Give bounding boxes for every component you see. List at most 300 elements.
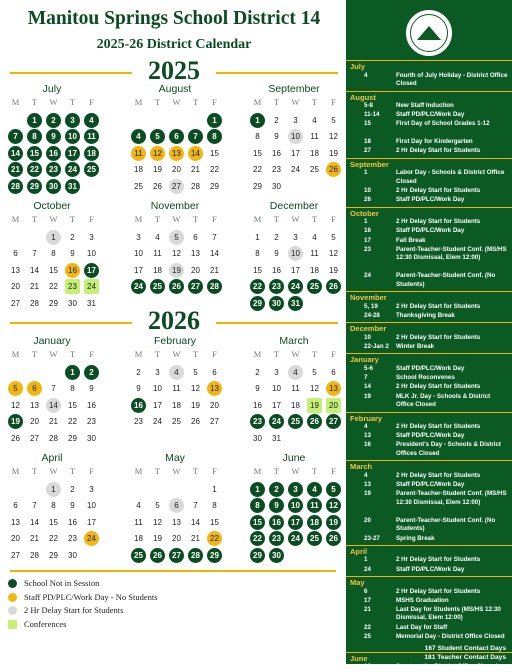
- event-description: New Staff Induction: [396, 102, 454, 109]
- event-month-heading: October: [350, 208, 379, 218]
- calendar-day: 13: [30, 400, 39, 410]
- month-name: October: [33, 200, 71, 212]
- calendar-day: 13: [207, 381, 222, 396]
- calendar-day: 9: [255, 384, 260, 394]
- calendar-day: 5: [331, 233, 336, 242]
- month-separator: [346, 91, 512, 92]
- calendar-day: 23: [272, 165, 281, 175]
- calendar-day: 30: [46, 179, 61, 194]
- calendar-day: 3: [136, 233, 141, 242]
- calendar-day: 30: [68, 298, 77, 308]
- event-description: 2 Hr Delay Start for Students: [396, 333, 481, 341]
- event-description: Staff PD/PLC/Work Day: [396, 565, 465, 573]
- calendar-day: 5: [8, 381, 23, 396]
- calendar-day: 4: [169, 365, 184, 380]
- calendar-day: 27: [30, 433, 39, 443]
- year-divider-left: [10, 322, 132, 324]
- weekday-label: W: [291, 349, 300, 359]
- calendar-day: 28: [207, 279, 222, 294]
- calendar-day: 31: [65, 179, 80, 194]
- event-description: 2 Hr Delay Start for Students: [396, 587, 481, 595]
- weekday-label: M: [253, 97, 262, 107]
- calendar-day: 2: [70, 485, 75, 494]
- calendar-day: 22: [27, 162, 42, 177]
- calendar-day: 15: [253, 265, 262, 275]
- event-month-heading: February: [350, 413, 383, 423]
- calendar-day: 12: [326, 498, 341, 513]
- month-name: September: [268, 83, 320, 95]
- calendar-day: 3: [155, 368, 160, 377]
- calendar-day: 7: [193, 501, 198, 511]
- calendar-day: 17: [84, 263, 99, 278]
- event-month-heading: March: [350, 462, 373, 472]
- event-description: 2 Hr Delay Start for Students: [396, 423, 481, 430]
- legend-label: 2 Hr Delay Start for Students: [24, 605, 124, 615]
- event-date: 1: [364, 556, 368, 564]
- calendar-day: 3: [293, 233, 298, 242]
- calendar-day: 20: [191, 265, 200, 275]
- event-description: 2 Hr Delay Start for Students: [396, 147, 481, 155]
- weekday-label: M: [134, 349, 143, 359]
- calendar-day: 11: [307, 498, 322, 513]
- weekday-label: T: [154, 97, 161, 107]
- calendar-day: 26: [150, 548, 165, 563]
- calendar-day: 10: [87, 249, 96, 259]
- weekday-label: M: [253, 466, 262, 476]
- calendar-day: 28: [30, 550, 39, 560]
- calendar-day: 8: [212, 501, 217, 511]
- event-description: 2 Hr Delay Start for Students: [396, 383, 481, 391]
- calendar-day: 4: [84, 113, 99, 128]
- calendar-day: 2: [70, 233, 75, 242]
- calendar-day: 17: [291, 148, 300, 158]
- calendar-day: 4: [136, 501, 141, 511]
- calendar-day: 21: [30, 534, 39, 544]
- event-date: 6: [364, 587, 368, 595]
- calendar-day: 24: [131, 279, 146, 294]
- weekday-label: W: [172, 214, 181, 224]
- weekday-label: T: [69, 214, 76, 224]
- calendar-day: 11: [172, 384, 181, 394]
- calendar-day: 24: [288, 279, 303, 294]
- calendar-day: 11: [153, 249, 162, 259]
- event-date: 17: [364, 236, 371, 244]
- calendar-day: 4: [288, 365, 303, 380]
- weekday-label: M: [11, 466, 20, 476]
- calendar-day: 2: [46, 113, 61, 128]
- calendar-day: 23: [134, 417, 143, 427]
- weekday-label: F: [212, 466, 217, 476]
- weekday-label: F: [331, 97, 336, 107]
- event-date: 19: [364, 392, 371, 400]
- event-date: 5, 19: [364, 302, 378, 310]
- calendar-day: 5: [155, 501, 160, 511]
- calendar-day: 30: [269, 548, 284, 563]
- event-description: Staff PD/PLC/Work Day: [396, 227, 465, 235]
- event-date: 5-6: [364, 364, 373, 372]
- calendar-day: 26: [11, 433, 20, 443]
- event-description: Fourth of July Holiday - District Office Closed: [396, 71, 508, 88]
- calendar-day: 8: [207, 129, 222, 144]
- calendar-day: 9: [274, 249, 279, 259]
- month-separator: [346, 545, 512, 546]
- month-name: February: [153, 335, 196, 347]
- contact-days-total: 181 Teacher Contact Days: [424, 654, 506, 661]
- event-date: 7: [364, 374, 368, 382]
- event-month-heading: June: [350, 653, 368, 663]
- calendar-day: 2: [274, 116, 279, 125]
- calendar-day: 18: [310, 148, 319, 158]
- calendar-day: 8: [27, 129, 42, 144]
- calendar-day: 18: [172, 400, 181, 410]
- legend-swatch: [8, 593, 17, 602]
- calendar-day: 11: [134, 517, 143, 527]
- calendar-day: 18: [307, 515, 322, 530]
- month-name: January: [33, 335, 71, 347]
- event-description: 2 Hr Delay Start for Students: [396, 556, 481, 564]
- calendar-day: 10: [288, 129, 303, 144]
- event-date: 4: [364, 423, 368, 430]
- event-date: 4: [364, 71, 368, 79]
- calendar-day: 22: [250, 531, 265, 546]
- weekday-label: F: [212, 214, 217, 224]
- calendar-day: 2: [136, 368, 141, 377]
- event-month-heading: April: [350, 546, 368, 556]
- calendar-day: 28: [191, 181, 200, 191]
- calendar-day: 16: [269, 515, 284, 530]
- event-description: School Reconvenes: [396, 374, 455, 382]
- calendar-day: 8: [51, 501, 56, 511]
- weekday-label: M: [253, 349, 262, 359]
- weekday-label: T: [154, 349, 161, 359]
- calendar-day: 20: [11, 282, 20, 292]
- month-separator: [346, 291, 512, 292]
- weekday-label: T: [31, 349, 38, 359]
- calendar-subtitle: 2025-26 District Calendar: [96, 37, 252, 52]
- calendar-day: 13: [11, 517, 20, 527]
- calendar-day: 21: [210, 265, 219, 275]
- calendar-day: 6: [169, 498, 184, 513]
- event-date: 23-27: [364, 534, 380, 542]
- calendar-day: 30: [87, 433, 96, 443]
- calendar-day: 19: [329, 148, 338, 158]
- calendar-day: 29: [49, 298, 58, 308]
- calendar-day: 25: [131, 548, 146, 563]
- calendar-day: 12: [329, 132, 338, 142]
- calendar-day: 16: [87, 400, 96, 410]
- event-date: 4: [364, 471, 368, 479]
- calendar-day: 28: [49, 433, 58, 443]
- calendar-day: 1: [46, 230, 61, 245]
- calendar-day: 31: [272, 433, 281, 443]
- weekday-label: W: [49, 349, 58, 359]
- calendar-day: 3: [274, 368, 279, 377]
- weekday-label: W: [172, 466, 181, 476]
- calendar-day: 9: [70, 249, 75, 259]
- calendar-day: 28: [8, 179, 23, 194]
- weekday-label: W: [49, 97, 58, 107]
- calendar-day: 19: [8, 414, 23, 429]
- weekday-label: M: [134, 214, 143, 224]
- calendar-day: 7: [51, 384, 56, 394]
- calendar-day: 24: [84, 531, 99, 546]
- calendar-day: 21: [191, 165, 200, 175]
- calendar-day: 19: [326, 515, 341, 530]
- calendar-day: 20: [30, 417, 39, 427]
- calendar-day: 22: [68, 417, 77, 427]
- calendar-day: 16: [272, 148, 281, 158]
- calendar-day: 29: [207, 548, 222, 563]
- calendar-day: 11: [310, 132, 319, 142]
- calendar-day: 15: [210, 517, 219, 527]
- calendar-day: 22: [49, 282, 58, 292]
- legend-divider: [10, 570, 336, 572]
- calendar-day: 25: [172, 417, 181, 427]
- calendar-day: 14: [30, 517, 39, 527]
- event-date: 19: [364, 663, 371, 671]
- event-date: 22: [364, 623, 371, 631]
- calendar-day: 15: [49, 517, 58, 527]
- calendar-day: 2: [269, 482, 284, 497]
- calendar-day: 17: [153, 400, 162, 410]
- calendar-day: 20: [11, 534, 20, 544]
- weekday-label: T: [273, 97, 280, 107]
- calendar-day: 12: [329, 249, 338, 259]
- weekday-label: T: [273, 349, 280, 359]
- calendar-day: 24: [153, 417, 162, 427]
- calendar-day: 23: [250, 414, 265, 429]
- calendar-day: 6: [193, 233, 198, 242]
- calendar-day: 14: [191, 517, 200, 527]
- event-date: 10: [364, 333, 371, 341]
- event-description: Parent-Teacher-Student Conf. (MS/HS 12:30 Dismissal, Elem 12:00): [396, 245, 507, 262]
- calendar-day: 24: [84, 279, 99, 294]
- calendar-day: 6: [169, 129, 184, 144]
- calendar-day: 10: [65, 129, 80, 144]
- legend-swatch: [8, 620, 17, 629]
- calendar-day: 5: [193, 368, 198, 377]
- calendar-day: 17: [291, 265, 300, 275]
- calendar-day: 12: [11, 400, 20, 410]
- calendar-day: 10: [153, 384, 162, 394]
- calendar-day: 29: [27, 179, 42, 194]
- school-name: Manitou Springs School District 14: [27, 8, 321, 29]
- event-month-heading: December: [350, 324, 387, 334]
- weekday-label: T: [192, 349, 199, 359]
- event-date: 1: [364, 218, 368, 226]
- event-date: 13: [364, 432, 371, 440]
- calendar-day: 14: [46, 398, 61, 413]
- calendar-day: 22: [250, 279, 265, 294]
- calendar-day: 5: [150, 129, 165, 144]
- calendar-day: 4: [131, 129, 146, 144]
- calendar-day: 10: [272, 384, 281, 394]
- calendar-day: 13: [11, 265, 20, 275]
- calendar-day: 31: [87, 298, 96, 308]
- month-separator: [346, 460, 512, 461]
- weekday-label: T: [311, 349, 318, 359]
- event-description: Memorial Day - District Office Closed: [396, 632, 505, 640]
- month-name: July: [42, 83, 62, 95]
- month-name: April: [41, 452, 63, 464]
- month-separator: [346, 60, 512, 61]
- calendar-day: 29: [250, 548, 265, 563]
- event-description: First Day of School Grades 1-12: [396, 120, 490, 128]
- calendar-day: 12: [153, 517, 162, 527]
- year-divider-right: [216, 322, 338, 324]
- month-separator: [346, 322, 512, 323]
- event-description: Staff PD/PLC/Work Day: [396, 481, 465, 489]
- calendar-day: 1: [27, 113, 42, 128]
- calendar-day: 25: [288, 414, 303, 429]
- calendar-day: 3: [89, 233, 94, 242]
- month-name: November: [150, 200, 200, 212]
- event-description: 2 Hr Delay Start for Students: [396, 471, 481, 479]
- calendar-day: 3: [288, 482, 303, 497]
- calendar-day: 23: [46, 162, 61, 177]
- calendar-day: 11: [310, 249, 319, 259]
- event-date: 26: [364, 196, 371, 204]
- event-description: Parent-Teacher-Student Conf. (MS/HS 12:30 Dismissal, Elem 12:00): [396, 490, 507, 506]
- event-description: Staff PD/PLC/Work Day: [396, 364, 465, 372]
- calendar-day: 25: [307, 279, 322, 294]
- calendar-day: 10: [134, 249, 143, 259]
- event-date: 11-14: [364, 111, 380, 119]
- year-label-2025: 2025: [148, 56, 200, 85]
- calendar-day: 2: [274, 233, 279, 242]
- calendar-day: 25: [310, 165, 319, 175]
- event-description: Thanksgiving Break: [396, 311, 455, 319]
- weekday-label: M: [11, 97, 20, 107]
- calendar-day: 27: [169, 179, 184, 194]
- calendar-day: 1: [65, 365, 80, 380]
- calendar-day: 5: [312, 368, 317, 377]
- calendar-day: 26: [307, 414, 322, 429]
- calendar-day: 7: [8, 129, 23, 144]
- calendar-day: 27: [169, 548, 184, 563]
- weekday-label: T: [311, 214, 318, 224]
- month-separator: [346, 158, 512, 159]
- event-date: 10: [364, 187, 371, 195]
- calendar-day: 6: [27, 381, 42, 396]
- event-date: 1: [364, 169, 368, 177]
- calendar-day: 2: [84, 365, 99, 380]
- calendar-day: 26: [326, 162, 341, 177]
- calendar-day: 22: [49, 534, 58, 544]
- event-date: 23: [364, 245, 371, 253]
- calendar-day: 16: [253, 400, 262, 410]
- calendar-day: 17: [134, 265, 143, 275]
- event-description: 2 Hr Delay Start for Students: [396, 187, 481, 195]
- month-name: December: [269, 200, 319, 212]
- calendar-day: 5: [169, 230, 184, 245]
- calendar-day: 11: [291, 384, 300, 394]
- event-description: Last Day for Staff: [396, 623, 448, 631]
- event-description: Parent-Teacher-Student Conf. (No Students): [396, 516, 496, 533]
- calendar-day: 18: [134, 165, 143, 175]
- calendar-day: 24: [291, 165, 300, 175]
- event-month-heading: November: [350, 293, 387, 303]
- calendar-day: 4: [307, 482, 322, 497]
- calendar-day: 17: [87, 517, 96, 527]
- calendar-day: 7: [32, 249, 37, 259]
- calendar-day: 11: [84, 129, 99, 144]
- calendar-day: 12: [310, 384, 319, 394]
- calendar-day: 27: [11, 298, 20, 308]
- legend-label: Conferences: [24, 618, 67, 629]
- event-date: 20: [364, 516, 371, 524]
- calendar-day: 18: [153, 265, 162, 275]
- legend-swatch: [8, 606, 17, 615]
- calendar-day: 25: [84, 162, 99, 177]
- event-description: MSHS Graduation: [396, 596, 449, 604]
- calendar-day: 12: [150, 146, 165, 161]
- calendar-day: 27: [11, 550, 20, 560]
- calendar-day: 2: [255, 368, 260, 377]
- weekday-label: M: [253, 214, 262, 224]
- calendar-day: 12: [191, 384, 200, 394]
- weekday-label: F: [89, 97, 94, 107]
- calendar-day: 23: [87, 417, 96, 427]
- calendar-day: 24: [65, 162, 80, 177]
- calendar-day: 20: [172, 534, 181, 544]
- calendar-day: 10: [288, 246, 303, 261]
- weekday-label: W: [172, 97, 181, 107]
- calendar-day: 17: [65, 146, 80, 161]
- events-sidebar: [346, 0, 512, 671]
- calendar-day: 3: [65, 113, 80, 128]
- weekday-label: T: [192, 466, 199, 476]
- calendar-day: 21: [8, 162, 23, 177]
- weekday-label: T: [154, 214, 161, 224]
- event-description: Last Day for Students (MS/HS 12:30 Dismissal, Elem 12:00): [396, 605, 501, 622]
- event-month-heading: July: [350, 62, 366, 71]
- calendar-day: 29: [253, 181, 262, 191]
- month-separator: [346, 576, 512, 577]
- contact-days-total: 167 Student Contact Days: [424, 645, 506, 652]
- weekday-label: T: [69, 97, 76, 107]
- weekday-label: T: [273, 214, 280, 224]
- calendar-day: 3: [89, 485, 94, 494]
- weekday-label: F: [212, 97, 217, 107]
- calendar-day: 19: [153, 534, 162, 544]
- calendar-day: 1: [250, 482, 265, 497]
- calendar-day: 8: [70, 384, 75, 394]
- event-month-heading: August: [350, 92, 376, 102]
- calendar-day: 26: [169, 279, 184, 294]
- weekday-label: T: [273, 466, 280, 476]
- weekday-label: M: [134, 97, 143, 107]
- calendar-day: 9: [274, 132, 279, 142]
- calendar-day: 28: [188, 548, 203, 563]
- event-description: Staff PD/PLC/Work Day: [396, 111, 465, 119]
- calendar-day: 18: [310, 265, 319, 275]
- calendar-day: 7: [188, 129, 203, 144]
- calendar-day: 18: [84, 146, 99, 161]
- calendar-day: 30: [272, 181, 281, 191]
- calendar-day: 19: [191, 400, 200, 410]
- weekday-label: T: [192, 97, 199, 107]
- calendar-day: 29: [210, 181, 219, 191]
- calendar-day: 20: [172, 165, 181, 175]
- calendar-day: 25: [307, 531, 322, 546]
- calendar-day: 3: [293, 116, 298, 125]
- year-divider-left: [10, 72, 132, 74]
- calendar-day: 26: [191, 417, 200, 427]
- weekday-label: M: [134, 466, 143, 476]
- calendar-day: 16: [272, 265, 281, 275]
- calendar-day: 5: [326, 482, 341, 497]
